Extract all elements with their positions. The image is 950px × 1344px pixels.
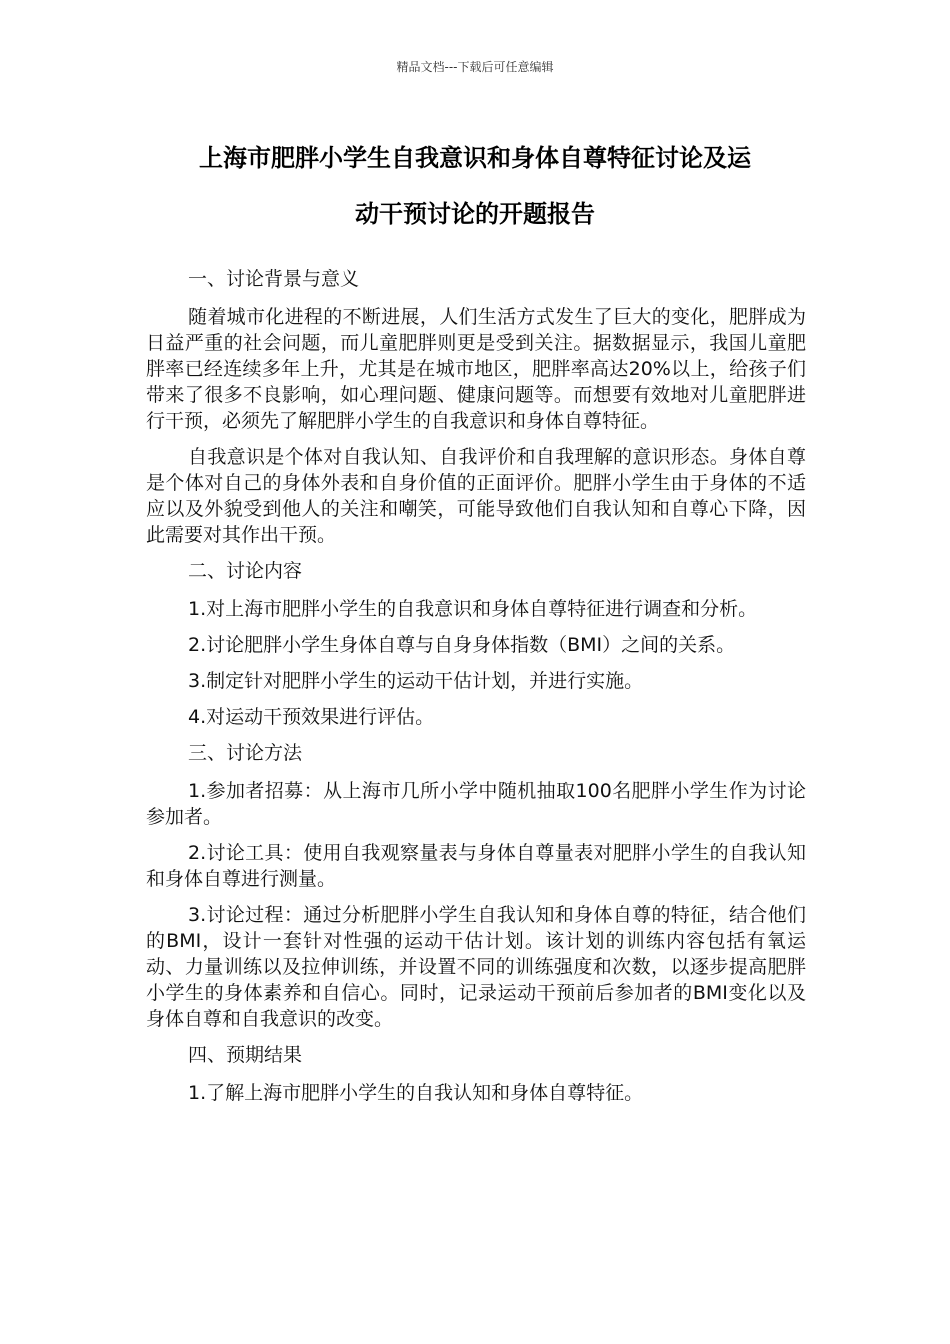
content-item: 4.对运动干预效果进行评估。 [188, 706, 435, 728]
method-item: 3.讨论过程：通过分析肥胖小学生自我认知和身体自尊的特征，结合他们的BMI，设计一套针对性强的运动干估计划。该计划的训练内容包括有氧运动、力量训练以及拉伸训练，并设置不同的训练强度和次数，以逐步提高肥胖小学生的身体素养和自信心。同时，记录运动干预前后参加者的BMI变化以及身体自尊和自我意识的改变。 [146, 904, 806, 1030]
background-paragraph-2: 自我意识是个体对自我认知、自我评价和自我理解的意识形态。身体自尊是个体对自己的身体外表和自身价值的正面评价。肥胖小学生由于身体的不适应以及外貌受到他人的关注和嘲笑，可能导致他们自我认知和自尊心下降，因此需要对其作出干预。 [146, 446, 806, 546]
method-item: 1.参加者招募：从上海市几所小学中随机抽取100名肥胖小学生作为讨论参加者。 [146, 780, 806, 828]
section-heading-method: 三、讨论方法 [188, 742, 303, 764]
page-header: 精品文档---下载后可任意编辑 [396, 60, 554, 74]
section-heading-content: 二、讨论内容 [188, 560, 303, 582]
document-body [146, 266, 806, 1116]
content-item: 3.制定针对肥胖小学生的运动干估计划，并进行实施。 [188, 670, 644, 692]
section-heading-background: 一、讨论背景与意义 [188, 268, 360, 290]
background-paragraph-1: 随着城市化进程的不断进展，人们生活方式发生了巨大的变化，肥胖成为日益严重的社会问题，而儿童肥胖则更是受到关注。据数据显示，我国儿童肥胖率已经连续多年上升，尤其是在城市地区，肥胖率高达20%以上，给孩子们带来了很多不良影响，如心理问题、健康问题等。而想要有效地对儿童肥胖进行干预，必须先了解肥胖小学生的自我意识和身体自尊特征。 [146, 306, 806, 432]
title-line-1: 上海市肥胖小学生自我意识和身体自尊特征讨论及运 [199, 144, 751, 172]
section-heading-results: 四、预期结果 [188, 1044, 303, 1066]
title-line-2: 动干预讨论的开题报告 [355, 200, 595, 228]
result-item: 1.了解上海市肥胖小学生的自我认知和身体自尊特征。 [188, 1082, 644, 1104]
content-item: 1.对上海市肥胖小学生的自我意识和身体自尊特征进行调查和分析。 [188, 598, 758, 620]
method-item: 2.讨论工具：使用自我观察量表与身体自尊量表对肥胖小学生的自我认知和身体自尊进行测量。 [146, 842, 806, 890]
content-item: 2.讨论肥胖小学生身体自尊与自身身体指数（BMI）之间的关系。 [188, 634, 736, 656]
document-title [140, 130, 810, 242]
